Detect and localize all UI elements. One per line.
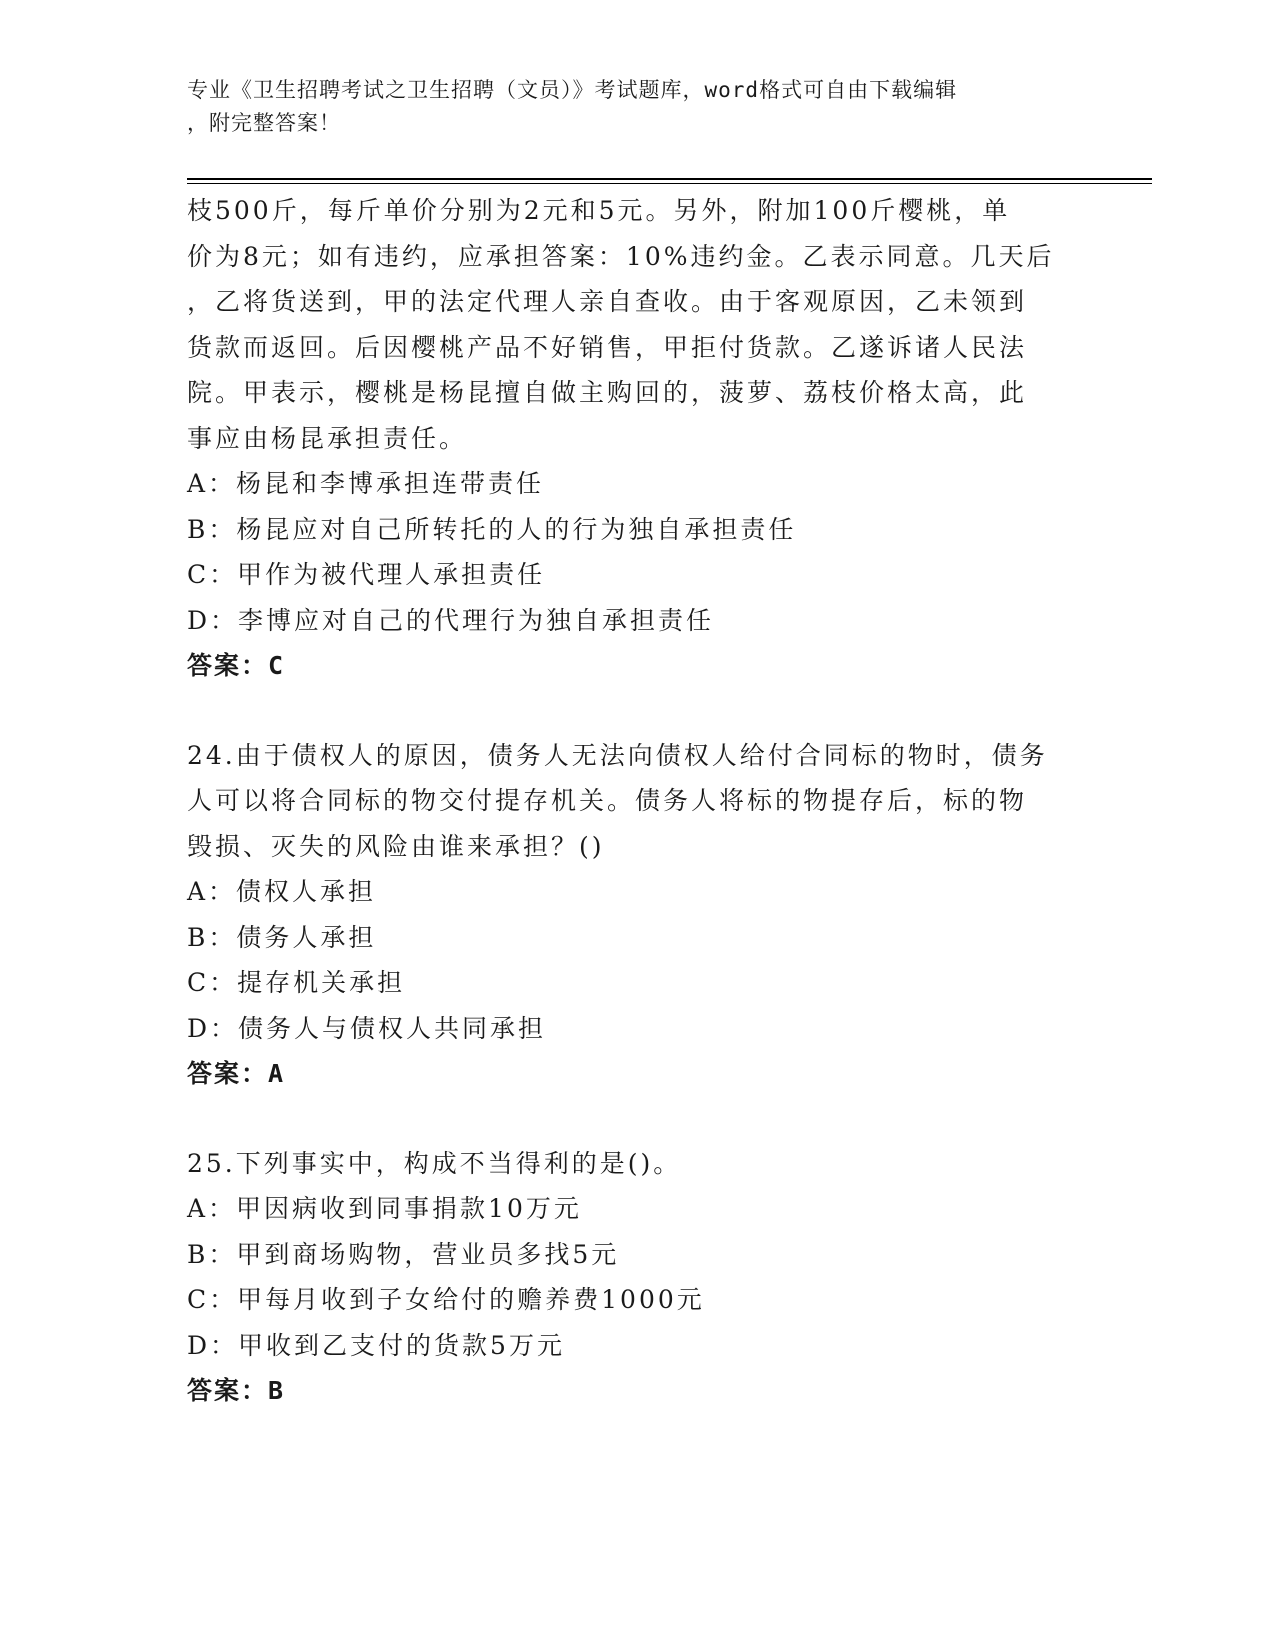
header-title-line-1: 专业《卫生招聘考试之卫生招聘（文员）》考试题库，word格式可自由下载编辑 [187,78,958,102]
question-spacer [187,1097,1067,1141]
question-text-line: 货款而返回。后因樱桃产品不好销售，甲拒付货款。乙遂诉诸人民法 [187,332,1028,362]
option-c: C：甲每月收到子女给付的赡养费1000元 [187,1285,705,1314]
answer-line: 答案：B [187,1376,286,1405]
question-text-line: 毁损、灭失的风险由谁来承担？() [187,831,605,861]
answer-line: 答案：C [187,651,286,680]
question-text-line: 事应由杨昆承担责任。 [187,423,468,453]
question-text-line: ，乙将货送到，甲的法定代理人亲自查收。由于客观原因，乙未领到 [187,287,1028,316]
question-text-line: 价为8元；如有违约，应承担答案：10%违约金。乙表示同意。几天后 [187,241,1055,271]
option-b: B：杨昆应对自己所转托的人的行为独自承担责任 [187,514,797,544]
question-25 [187,1141,1067,1414]
header-title-line-2: ，附完整答案！ [187,111,341,135]
question-text-line: 24.由于债权人的原因，债务人无法向债权人给付合同标的物时，债务 [187,740,1048,770]
question-text-line: 枝500斤，每斤单价分别为2元和5元。另外，附加100斤樱桃，单 [187,196,1011,225]
document-body [187,188,1067,1414]
option-a: A：甲因病收到同事捐款10万元 [187,1194,582,1223]
option-b: B：债务人承担 [187,922,377,952]
option-d: D：债务人与债权人共同承担 [187,1013,547,1043]
question-24 [187,733,1067,1097]
option-a: A：杨昆和李博承担连带责任 [187,469,545,498]
answer-line: 答案：A [187,1059,286,1088]
header-divider-thick [187,178,1152,180]
question-text-line: 人可以将合同标的物交付提存机关。债务人将标的物提存后，标的物 [187,786,1028,815]
document-header [187,74,1067,140]
option-b: B：甲到商场购物，营业员多找5元 [187,1239,620,1269]
question-text-line: 院。甲表示，樱桃是杨昆擅自做主购回的，菠萝、荔枝价格太高，此 [187,378,1028,407]
question-text-line: 25.下列事实中，构成不当得利的是()。 [187,1148,682,1178]
option-a: A：债权人承担 [187,877,377,906]
option-c: C：提存机关承担 [187,968,406,997]
option-d: D：李博应对自己的代理行为独自承担责任 [187,605,715,635]
question-23 [187,188,1067,689]
question-spacer [187,689,1067,733]
header-divider-thin [187,183,1152,184]
option-c: C：甲作为被代理人承担责任 [187,560,546,589]
option-d: D：甲收到乙支付的货款5万元 [187,1330,565,1360]
